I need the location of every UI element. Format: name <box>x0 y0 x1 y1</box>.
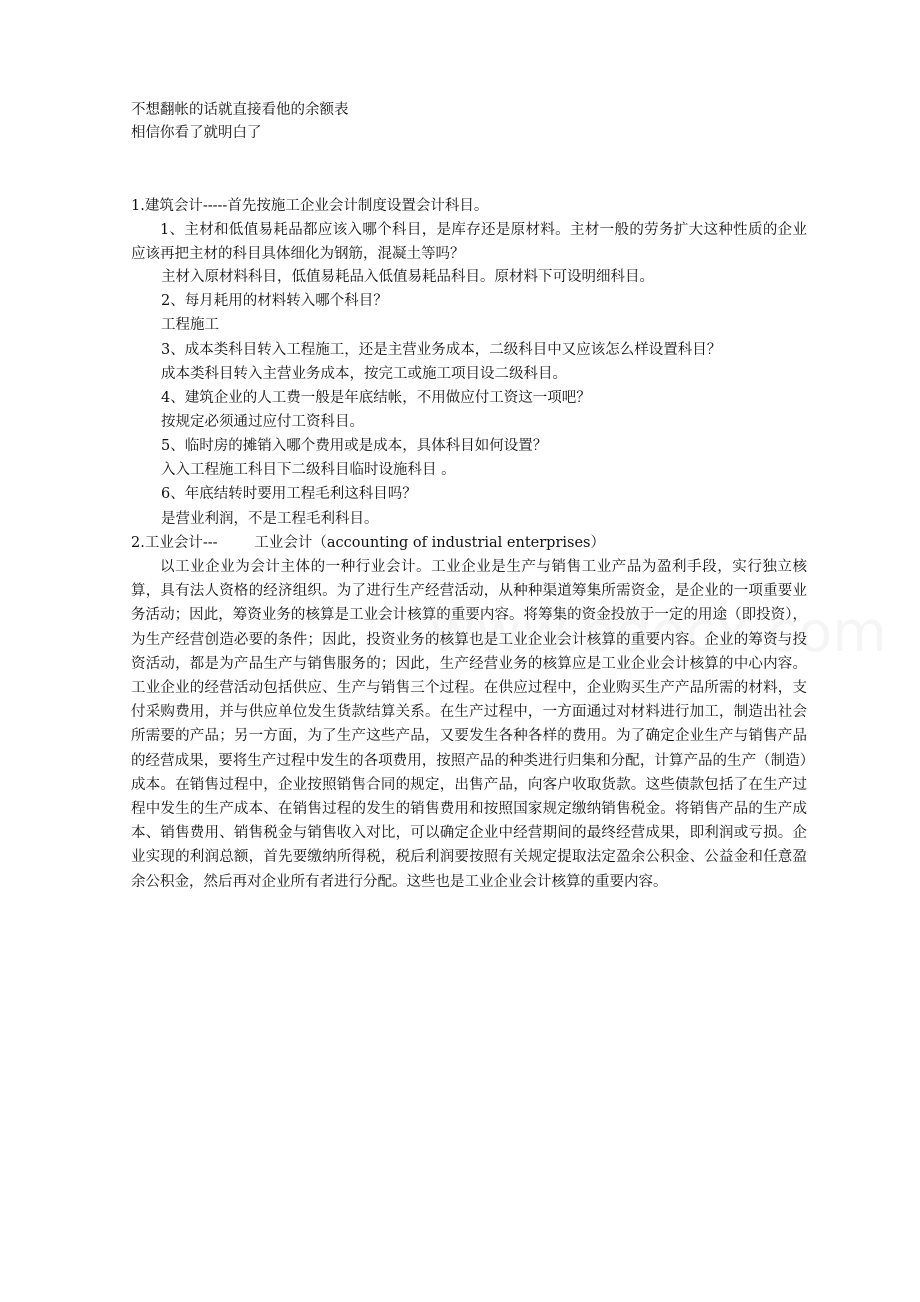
answer-1: 主材入原材料科目，低值易耗品入低值易耗品科目。原材料下可设明细科目。 <box>161 269 654 285</box>
section1-title: 1.建筑会计-----首先按施工企业会计制度设置会计科目。 <box>131 198 489 214</box>
question-1: 1、主材和低值易耗品都应该入哪个科目，是库存还是原材料。主材一般的劳务扩大这种性质的企业应该再把主材的科目具体细化为钢筋，混凝土等吗？ <box>131 222 807 263</box>
intro-line-2: 相信你看了就明白了 <box>131 125 262 141</box>
answer-5: 入入工程施工科目下二级科目临时设施科目 。 <box>161 462 456 478</box>
answer-4: 按规定必须通过应付工资科目。 <box>161 414 364 430</box>
question-2: 2、每月耗用的材料转入哪个科目？ <box>161 293 388 309</box>
section2-body: 以工业企业为会计主体的一种行业会计。工业企业是生产与销售工业产品为盈利手段，实行独立核算，具有法人资格的经济组织。为了进行生产经营活动，从种种渠道筹集所需资金，是企业的一项重要业务活动；因此，筹资业务的核算是工业会计核算的重要内容。将筹集的资金投放于一定的用途（即投资），为生产经营创造必要的条件；因此，投资业务的核算也是工业企业会计核算的重要内容。企业的筹资与投资活动，都是为产品生产与销售服务的；因此，生产经营业务的核算应是工业企业会计核算的中心内容。工业企业的经营活动包括供应、生产与销售三个过程。在供应过程中，企业购买生产产品所需的材料，支付采购费用，并与供应单位发生货款结算关系。在生产过程中，一方面通过对材料进行加工，制造出社会所需要的产品；另一方面，为了生产这些产品，又要发生各种各样的费用。为了确定企业生产与销售产品的经营成果，要将生产过程中发生的各项费用，按照产品的种类进行归集和分配，计算产品的生产（制造）成本。在销售过程中，企业按照销售合同的规定，出售产品，向客户收取货款。这些债款包括了在生产过程中发生的生产成本、在销售过程的发生的销售费用和按照国家规定缴纳销售税金。将销售产品的生产成本、销售费用、销售税金与销售收入对比，可以确定企业中经营期间的最终经营成果，即利润或亏损。企业实现的利润总额，首先要缴纳所得税，税后利润要按照有关规定提取法定盈余公积金、公益金和任意盈余公积金，然后再对企业所有者进行分配。这些也是工业企业会计核算的重要内容。 <box>131 559 807 890</box>
intro-line-1: 不想翻帐的话就直接看他的余额表 <box>131 102 349 118</box>
answer-6: 是营业利润，不是工程毛利科目。 <box>161 511 379 527</box>
answer-3: 成本类科目转入主营业务成本，按完工或施工项目设二级科目。 <box>161 366 567 382</box>
question-4: 4、建筑企业的人工费一般是年底结帐，不用做应付工资这一项吧？ <box>161 390 591 406</box>
question-6: 6、年底结转时要用工程毛利这科目吗？ <box>161 486 417 502</box>
answer-2: 工程施工 <box>161 317 219 333</box>
question-5: 5、临时房的摊销入哪个费用或是成本，具体科目如何设置？ <box>161 438 548 454</box>
section2-title: 2.工业会计--- 工业会计（accounting of industrial enterprises） <box>131 535 605 551</box>
question-3: 3、成本类科目转入工程施工，还是主营业务成本，二级科目中又应该怎么样设置科目？ <box>161 342 722 358</box>
